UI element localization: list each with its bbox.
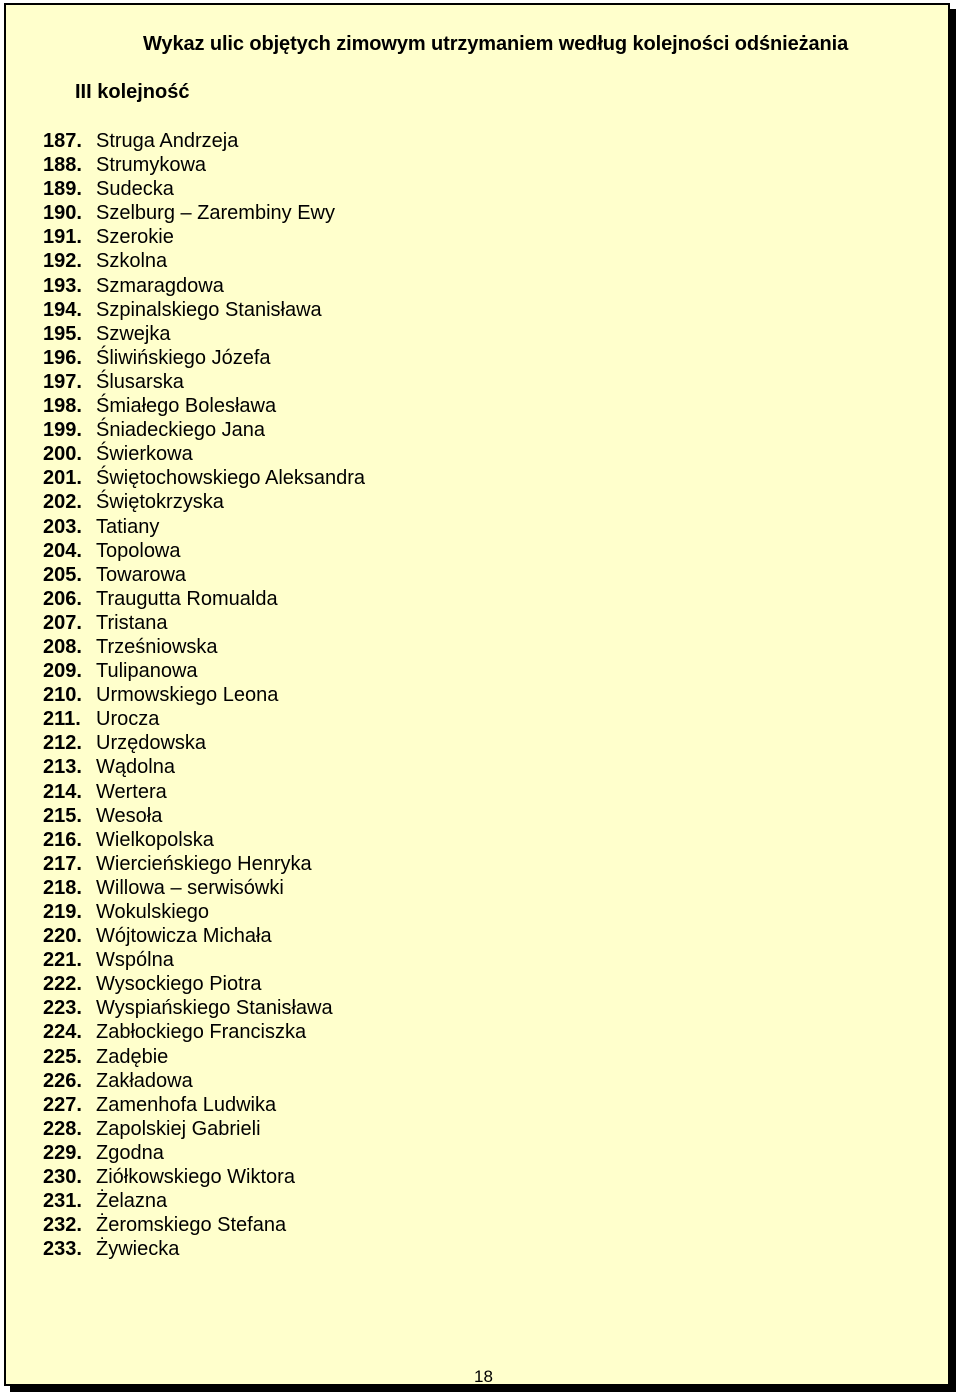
street-number: 193. bbox=[43, 274, 82, 297]
list-item bbox=[43, 370, 365, 394]
street-number: 202. bbox=[43, 491, 82, 514]
street-number: 191. bbox=[43, 226, 82, 249]
list-item bbox=[43, 490, 365, 514]
street-number: 187. bbox=[43, 130, 82, 152]
street-number: 219. bbox=[43, 901, 82, 923]
section-heading: III kolejność bbox=[75, 81, 190, 103]
list-item bbox=[43, 948, 365, 972]
street-number: 194. bbox=[43, 298, 82, 321]
list-item bbox=[43, 659, 365, 683]
street-name: Zamenhofa Ludwika bbox=[96, 1093, 277, 1116]
list-item bbox=[43, 683, 365, 707]
street-number: 227. bbox=[43, 1093, 82, 1116]
street-number: 232. bbox=[43, 1214, 82, 1237]
list-item bbox=[43, 707, 365, 731]
street-name: Szpinalskiego Stanisława bbox=[96, 298, 322, 321]
street-name: Szwejka bbox=[96, 322, 171, 345]
street-number: 228. bbox=[43, 1117, 82, 1140]
street-name: Zgodna bbox=[96, 1141, 164, 1164]
list-item bbox=[43, 1189, 365, 1213]
list-item bbox=[43, 731, 365, 755]
street-number: 216. bbox=[43, 828, 82, 851]
street-name: Szkolna bbox=[96, 250, 168, 273]
street-name: Wójtowicza Michała bbox=[96, 925, 272, 948]
street-number: 217. bbox=[43, 852, 82, 875]
street-name: Żeromskiego Stefana bbox=[96, 1214, 287, 1237]
street-name: Szerokie bbox=[96, 226, 174, 249]
list-item bbox=[43, 274, 365, 298]
list-item bbox=[43, 804, 365, 828]
street-number: 211. bbox=[43, 708, 81, 731]
document-page bbox=[4, 3, 950, 1386]
street-number: 195. bbox=[43, 322, 82, 345]
list-item bbox=[43, 587, 365, 611]
list-item bbox=[43, 1165, 365, 1189]
list-item bbox=[43, 201, 365, 225]
street-name: Topolowa bbox=[96, 539, 181, 562]
street-name: Szmaragdowa bbox=[96, 274, 224, 297]
street-name: Wyspiańskiego Stanisława bbox=[96, 997, 333, 1020]
street-name: Wesoła bbox=[96, 804, 163, 827]
street-name: Zakładowa bbox=[96, 1069, 193, 1092]
street-number: 224. bbox=[43, 1021, 82, 1044]
street-number: 197. bbox=[43, 370, 82, 393]
street-number: 198. bbox=[43, 395, 82, 418]
street-name: Urocza bbox=[96, 708, 160, 731]
street-number: 230. bbox=[43, 1166, 82, 1189]
list-item bbox=[43, 515, 365, 539]
street-name: Świętochowskiego Aleksandra bbox=[96, 467, 366, 490]
street-name: Świętokrzyska bbox=[96, 491, 224, 514]
street-name: Wysockiego Piotra bbox=[96, 973, 262, 996]
list-item bbox=[43, 442, 365, 466]
street-name: Tatiany bbox=[96, 515, 160, 538]
street-number: 206. bbox=[43, 587, 82, 610]
street-number: 229. bbox=[43, 1141, 82, 1164]
street-number: 189. bbox=[43, 178, 82, 201]
street-name: Wądolna bbox=[96, 756, 175, 779]
street-number: 199. bbox=[43, 419, 82, 442]
street-number: 201. bbox=[43, 467, 82, 490]
street-number: 204. bbox=[43, 539, 82, 562]
list-item bbox=[43, 563, 365, 587]
street-number: 226. bbox=[43, 1069, 82, 1092]
street-number: 225. bbox=[43, 1045, 82, 1068]
street-number: 205. bbox=[43, 563, 82, 586]
street-name: Trześniowska bbox=[96, 635, 218, 658]
list-item bbox=[43, 539, 365, 563]
street-number: 233. bbox=[43, 1238, 82, 1261]
street-number: 210. bbox=[43, 684, 82, 707]
street-name: Traugutta Romualda bbox=[96, 587, 278, 610]
street-name: Wielkopolska bbox=[96, 828, 214, 851]
list-item bbox=[43, 1141, 365, 1165]
street-name: Strumykowa bbox=[96, 154, 207, 177]
street-number: 223. bbox=[43, 997, 82, 1020]
list-item bbox=[43, 394, 365, 418]
document-title: Wykaz ulic objętych zimowym utrzymaniem według kolejności odśnieżania bbox=[143, 33, 849, 55]
list-item bbox=[43, 780, 365, 804]
list-item bbox=[43, 635, 365, 659]
street-name: Urzędowska bbox=[96, 732, 207, 755]
list-item bbox=[43, 298, 365, 322]
street-number: 214. bbox=[43, 780, 82, 803]
street-number: 212. bbox=[43, 732, 82, 755]
list-item bbox=[43, 996, 365, 1020]
list-item bbox=[43, 322, 365, 346]
street-name: Wiercieńskiego Henryka bbox=[96, 852, 312, 875]
street-name: Zabłockiego Franciszka bbox=[96, 1021, 307, 1044]
street-number: 221. bbox=[43, 949, 82, 972]
list-item bbox=[43, 418, 365, 442]
list-item bbox=[43, 1213, 365, 1237]
street-name: Zadębie bbox=[96, 1045, 169, 1068]
street-number: 220. bbox=[43, 925, 82, 948]
street-name: Śniadeckiego Jana bbox=[96, 419, 266, 442]
list-item bbox=[43, 755, 365, 779]
street-name: Zapolskiej Gabrieli bbox=[96, 1117, 261, 1140]
list-item bbox=[43, 466, 365, 490]
street-name: Ziółkowskiego Wiktora bbox=[96, 1166, 295, 1189]
street-name: Świerkowa bbox=[96, 443, 193, 466]
street-number: 196. bbox=[43, 346, 82, 369]
list-item bbox=[43, 1093, 365, 1117]
street-number: 231. bbox=[43, 1190, 82, 1213]
street-name: Żelazna bbox=[96, 1190, 168, 1213]
list-item bbox=[43, 828, 365, 852]
street-list bbox=[43, 129, 365, 1261]
list-item bbox=[43, 153, 365, 177]
list-item bbox=[43, 346, 365, 370]
street-number: 190. bbox=[43, 202, 82, 225]
list-item bbox=[43, 1117, 365, 1141]
street-number: 208. bbox=[43, 635, 82, 658]
street-name: Sudecka bbox=[96, 178, 174, 201]
list-item bbox=[43, 900, 365, 924]
street-name: Śmiałego Bolesława bbox=[96, 395, 277, 418]
street-number: 207. bbox=[43, 611, 82, 634]
street-number: 203. bbox=[43, 515, 82, 538]
street-name: Tristana bbox=[96, 611, 168, 634]
street-name: Żywiecka bbox=[96, 1238, 180, 1261]
street-name: Wspólna bbox=[96, 949, 174, 972]
list-item bbox=[43, 1045, 365, 1069]
street-name: Towarowa bbox=[96, 563, 187, 586]
street-name: Tulipanowa bbox=[96, 660, 198, 683]
street-name: Szelburg – Zarembiny Ewy bbox=[96, 202, 335, 225]
street-number: 218. bbox=[43, 876, 82, 899]
street-number: 192. bbox=[43, 250, 82, 273]
list-item bbox=[43, 129, 365, 153]
list-item bbox=[43, 924, 365, 948]
street-number: 188. bbox=[43, 154, 82, 177]
street-number: 200. bbox=[43, 443, 82, 466]
list-item bbox=[43, 611, 365, 635]
list-item bbox=[43, 249, 365, 273]
street-name: Wokulskiego bbox=[96, 901, 210, 923]
street-name: Struga Andrzeja bbox=[96, 130, 239, 152]
street-number: 213. bbox=[43, 756, 82, 779]
street-number: 215. bbox=[43, 804, 82, 827]
list-item bbox=[43, 852, 365, 876]
street-number: 209. bbox=[43, 660, 82, 683]
list-item bbox=[43, 225, 365, 249]
list-item bbox=[43, 177, 365, 201]
street-name: Wertera bbox=[96, 780, 167, 803]
list-item bbox=[43, 1020, 365, 1044]
street-name: Willowa – serwisówki bbox=[96, 876, 284, 899]
list-item bbox=[43, 1069, 365, 1093]
street-name: Ślusarska bbox=[96, 370, 184, 393]
list-item bbox=[43, 1237, 365, 1261]
street-name: Urmowskiego Leona bbox=[96, 684, 279, 707]
street-number: 222. bbox=[43, 973, 82, 996]
list-item bbox=[43, 876, 365, 900]
list-item bbox=[43, 972, 365, 996]
page-number: 18 bbox=[474, 1367, 493, 1386]
street-name: Śliwińskiego Józefa bbox=[96, 346, 271, 369]
